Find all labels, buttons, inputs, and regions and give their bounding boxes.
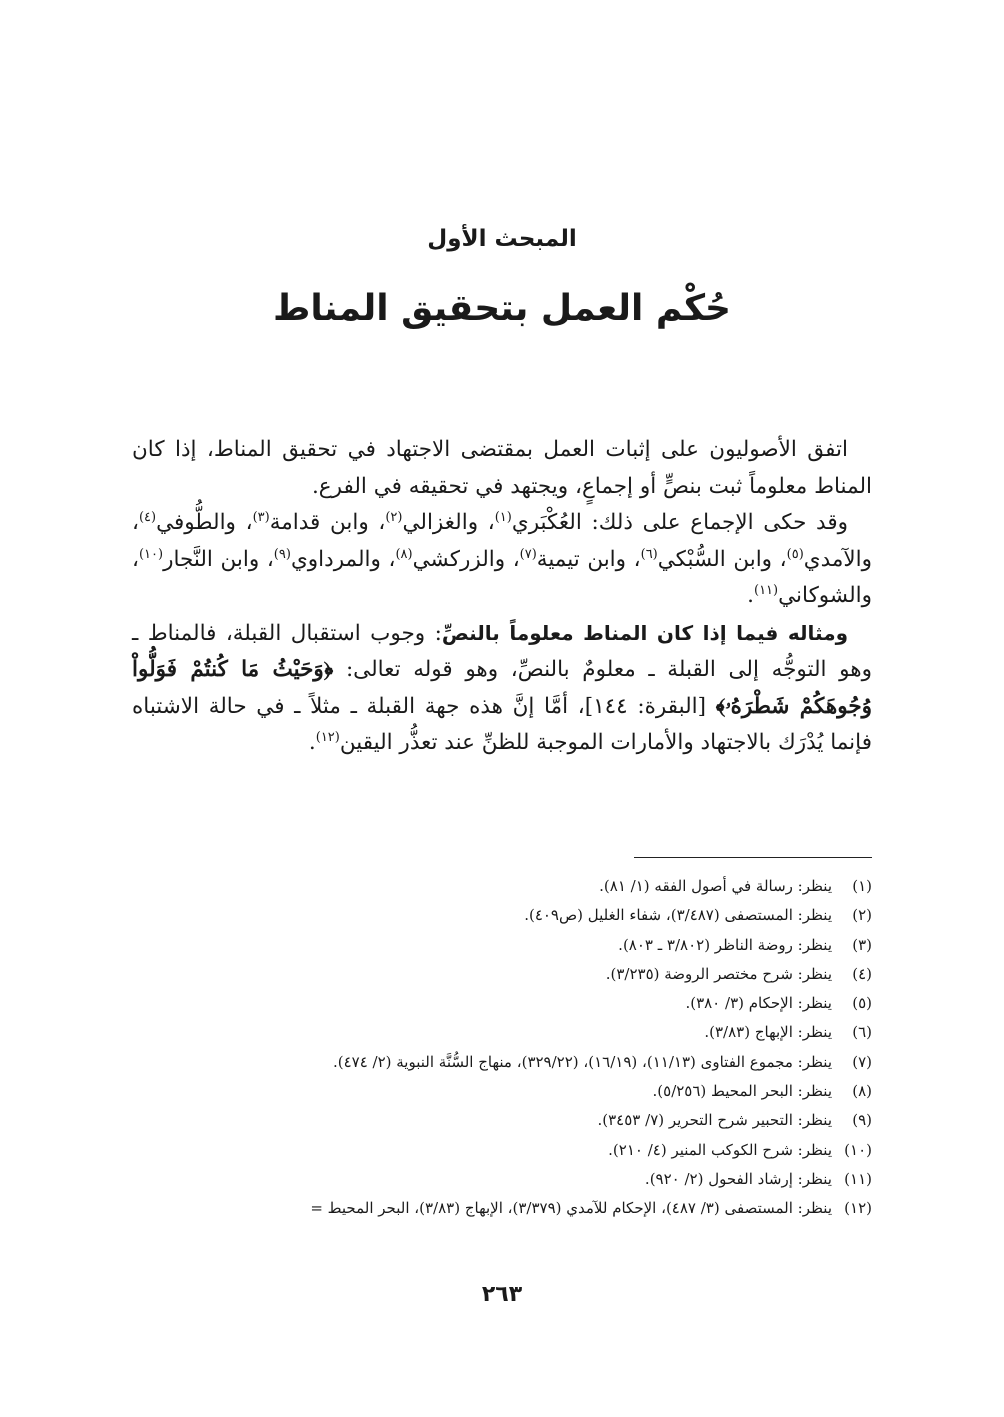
p3-text-2: [البقرة: ١٤٤]، أمَّا إنَّ هذه جهة القبلة ـ مثلاً ـ في حالة الاشتباه فإنما يُدْرَك بالاجتهاد والأمارات الموجبة للظنِّ عند تعذُّر اليقين: [132, 693, 872, 755]
footnote-text: ينظر: مجموع الفتاوى (١١/١٣)، (١٦/١٩)، (٣٢٩/٢٢)، منهاج السُّنَّة النبوية (٢/ ٤٧٤).: [332, 1052, 832, 1071]
footnote-number: (٨): [852, 1082, 872, 1101]
footnote-number: (٤): [852, 964, 872, 983]
paragraph-3: [132, 615, 872, 762]
footnote-text: ينظر: المستصفى (٣/ ٤٨٧)، الإحكام للآمدي (٣/٣٧٩)، الإبهاج (٣/٨٣)، البحر المحيط =: [310, 1199, 832, 1218]
chapter-title: حُكْم العمل بتحقيق المناط: [273, 288, 731, 329]
footnotes-list: [112, 872, 872, 1224]
p2-text-5: ، وابن السُّبْكي: [657, 546, 787, 572]
p2-text-10: ، والشوكاني: [132, 546, 872, 608]
footnote-number: (٩): [852, 1111, 872, 1130]
footnote-item: [112, 1077, 872, 1106]
footnote-item: [112, 872, 872, 901]
p2-text-2: ، وابن قدامة: [269, 510, 386, 535]
paragraph-2: [132, 505, 872, 615]
footnote-item: [112, 1018, 872, 1047]
footnote-ref-11[interactable]: (١١): [753, 583, 779, 598]
footnote-number: (٧): [852, 1052, 872, 1071]
footnote-number: (١١): [844, 1169, 872, 1188]
footnote-ref-10[interactable]: (١٠): [138, 546, 164, 562]
p2-text-11: .: [747, 583, 754, 608]
footnote-item: [112, 1136, 872, 1165]
footnote-item: [112, 1194, 872, 1223]
footnote-ref-8[interactable]: (٨): [395, 546, 413, 562]
footnote-ref-12[interactable]: (١٢): [315, 730, 340, 745]
footnote-item: [112, 960, 872, 989]
footnote-item: [112, 1048, 872, 1077]
p2-text-8: ، والمرداوي: [290, 546, 396, 572]
quran-verse: ﴿وَحَيْثُ مَا كُنتُمْ فَوَلُّواْ وُجُوهَكُمْ شَطْرَهُۥ﴾: [132, 657, 872, 719]
p2-text-4: ، والآمدي: [132, 510, 873, 572]
footnote-ref-9[interactable]: (٩): [273, 546, 291, 562]
footnote-ref-2[interactable]: (٢): [385, 510, 403, 525]
footnote-item: [112, 989, 872, 1018]
paragraph-1: اتفق الأصوليون على إثبات العمل بمقتضى الاجتهاد في تحقيق المناط، إذا كان المناط معلوماً ثبت بنصٍّ أو إجماعٍ، ويجتهد في تحقيقه في الفرع.: [132, 437, 872, 499]
footnote-text: ينظر: شرح مختصر الروضة (٣/٢٣٥).: [605, 964, 832, 983]
footnote-text: ينظر: الإبهاج (٣/٨٣).: [704, 1023, 832, 1042]
footnote-item: [112, 901, 872, 930]
footnote-text: ينظر: رسالة في أصول الفقه (١/ ٨١).: [599, 877, 832, 895]
p2-text-9: ، وابن النَّجار: [163, 546, 274, 572]
footnote-number: (١٢): [844, 1199, 872, 1218]
page-number: ٢٦٣: [481, 1282, 523, 1307]
footnote-text: ينظر: شرح الكوكب المنير (٤/ ٢١٠).: [608, 1140, 832, 1159]
footnote-ref-4[interactable]: (٤): [138, 510, 157, 525]
p3-text-1: : وجوب استقبال القبلة، فالمناط ـ وهو التوجُّه إلى القبلة ـ معلومٌ بالنصِّ، وهو قوله تعالى:: [132, 620, 872, 682]
footnote-number: (١): [852, 877, 872, 895]
footnote-item: [112, 1106, 872, 1135]
p2-lead: وقد حكى الإجماع على ذلك: العُكْبَري: [511, 510, 849, 535]
p2-text-7: ، والزركشي: [412, 546, 520, 572]
footnote-ref-7[interactable]: (٧): [519, 546, 537, 562]
p2-text-6: ، وابن تيمية: [536, 546, 641, 572]
footnote-text: ينظر: المستصفى (٣/٤٨٧)، شفاء الغليل (ص٤٠٩).: [524, 906, 832, 925]
p2-text-3: ، والطُّوفي: [156, 510, 253, 535]
p3-end: .: [308, 730, 316, 755]
footnote-ref-3[interactable]: (٣): [252, 510, 270, 525]
p2-text-1: ، والغزالي: [402, 510, 495, 535]
footnote-ref-1[interactable]: (١): [494, 510, 512, 525]
footnote-text: ينظر: التحبير شرح التحرير (٧/ ٣٤٥٣).: [597, 1111, 832, 1130]
footnote-ref-6[interactable]: (٦): [640, 546, 658, 562]
example-bold-phrase: ومثاله فيما إذا كان المناط معلوماً بالنصِّ: [441, 620, 849, 645]
footnote-number: (٢): [852, 906, 872, 925]
footnote-divider: [634, 857, 872, 858]
footnote-number: (٦): [852, 1023, 872, 1042]
footnote-ref-5[interactable]: (٥): [786, 546, 804, 562]
footnote-item: [112, 1165, 872, 1194]
footnote-number: (٣): [852, 935, 872, 954]
footnote-text: ينظر: روضة الناظر (٣/٨٠٢ ـ ٨٠٣).: [618, 935, 832, 954]
body-text: [132, 432, 872, 762]
section-heading: المبحث الأول: [427, 226, 577, 252]
footnote-text: ينظر: الإحكام (٣/ ٣٨٠).: [685, 994, 832, 1013]
footnote-text: ينظر: إرشاد الفحول (٢/ ٩٢٠).: [644, 1169, 832, 1188]
footnote-number: (١٠): [844, 1140, 872, 1159]
footnote-item: [112, 931, 872, 960]
footnote-text: ينظر: البحر المحيط (٥/٢٥٦).: [652, 1082, 832, 1101]
footnote-number: (٥): [852, 994, 872, 1013]
